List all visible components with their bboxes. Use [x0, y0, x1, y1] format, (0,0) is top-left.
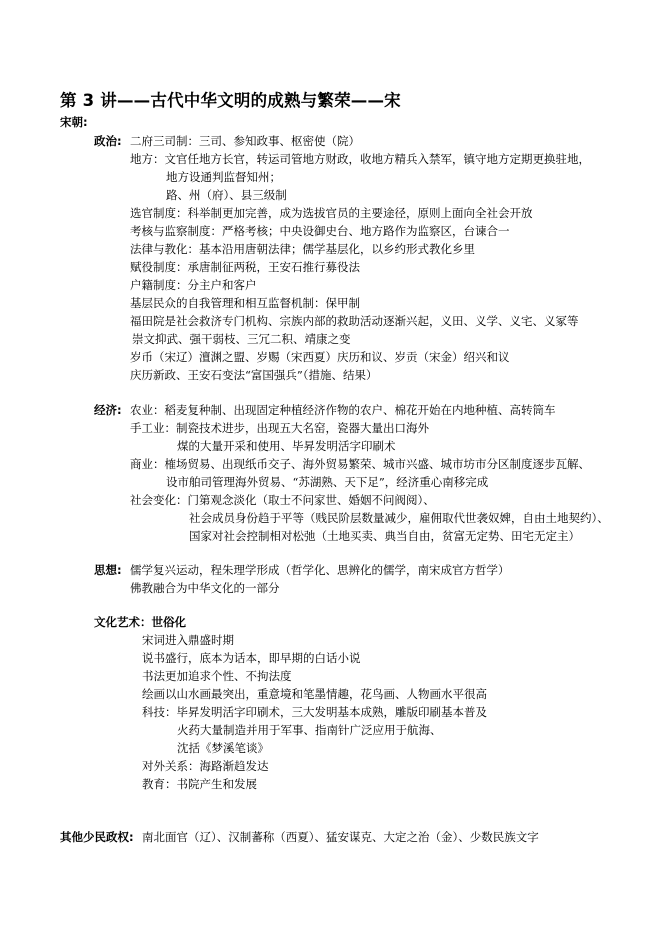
economy-label: 经济: — [94, 403, 122, 417]
minorities-text: 南北面官（辽）、汉制蕃称（西夏）、猛安谋克、大定之治（金）、少数民族文字 — [142, 830, 539, 844]
economy-line: 煤的大量开采和使用、毕昇发明活字印刷术 — [177, 439, 396, 453]
culture-line: 书法更加追求个性、不拘法度 — [142, 669, 292, 683]
politics-line: 崇文抑武、强干弱枝、三冗二积、靖康之变 — [132, 332, 351, 346]
economy-line: 设市舶司管理海外贸易、“苏湖熟、天下足”，经济重心南移完成 — [166, 475, 489, 489]
politics-line: 福田院是社会救济专门机构、宗族内部的救助活动逐渐兴起，义田、义学、义宅、义冢等 — [130, 314, 579, 328]
politics-line: 岁币（宋辽）澶渊之盟、岁赐（宋西夏）庆历和议、岁贡（宋金）绍兴和议 — [130, 350, 510, 364]
culture-line: 宋词进入鼎盛时期 — [142, 633, 234, 647]
economy-line: 国家对社会控制相对松弛（土地买卖、典当自由，贫富无定势、田宅无定主） — [189, 529, 580, 543]
culture-line: 教育：书院产生和发展 — [142, 777, 257, 791]
thought-line: 儒学复兴运动，程朱理学形成（哲学化、思辨化的儒学，南宋成官方哲学） — [130, 563, 510, 577]
culture-label: 文化艺术：世俗化 — [94, 615, 186, 629]
politics-line: 地方设通判监督知州； — [166, 170, 281, 184]
culture-line: 沈括《梦溪笔谈》 — [177, 741, 269, 755]
politics-label: 政治: — [94, 134, 122, 148]
thought-line: 佛教融合为中华文化的一部分 — [130, 581, 280, 595]
politics-line: 户籍制度：分主户和客户 — [130, 278, 257, 292]
culture-line: 火药大量制造并用于军事、指南针广泛应用于航海、 — [177, 723, 442, 737]
politics-line: 路、州（府）、县三级制 — [166, 188, 287, 202]
culture-line: 说书盛行，底本为话本，即早期的白话小说 — [142, 651, 361, 665]
page-title: 第 3 讲——古代中华文明的成熟与繁荣——宋 — [60, 91, 401, 110]
economy-line: 手工业：制瓷技术进步，出现五大名窑，瓷器大量出口海外 — [130, 421, 429, 435]
economy-line: 农业：稻麦复种制、出现固定种植经济作物的农户、棉花开始在内地种植、高转筒车 — [130, 403, 556, 417]
thought-label: 思想: — [94, 563, 122, 577]
section-heading-song: 宋朝: — [60, 115, 88, 129]
politics-line: 赋役制度：承唐制征两税，王安石推行募役法 — [130, 260, 360, 274]
economy-line: 商业：榷场贸易、出现纸币交子、海外贸易繁荣、城市兴盛、城市坊市分区制度逐步瓦解、 — [130, 457, 590, 471]
economy-line: 社会变化：门第观念淡化（取士不问家世、婚姻不问阀阅）、 — [130, 493, 435, 507]
culture-line: 对外关系：海路渐趋发达 — [142, 759, 269, 773]
economy-line: 社会成员身份趋于平等（贱民阶层数量减少，雇佣取代世袭奴婢，自由土地契约）、 — [189, 511, 609, 525]
politics-line: 考核与监察制度：严格考核；中央设御史台、地方路作为监察区，台谏合一 — [130, 224, 510, 238]
politics-line: 地方：文官任地方长官，转运司管地方财政，收地方精兵入禁军，镇守地方定期更换驻地， — [130, 152, 590, 166]
politics-line: 庆历新政、王安石变法“富国强兵”（措施、结果） — [130, 368, 378, 382]
politics-line: 选官制度：科举制更加完善，成为选拔官员的主要途径，原则上面向全社会开放 — [130, 206, 533, 220]
culture-line: 科技：毕昇发明活字印刷术，三大发明基本成熟，雕版印刷基本普及 — [142, 705, 487, 719]
culture-line: 绘画以山水画最突出，重意境和笔墨情趣，花鸟画、人物画水平很高 — [142, 687, 487, 701]
politics-line: 法律与教化：基本沿用唐朝法律；儒学基层化，以乡约形式教化乡里 — [130, 242, 475, 256]
politics-line: 基层民众的自我管理和相互监督机制：保甲制 — [130, 296, 360, 310]
politics-line: 二府三司制：三司、参知政事、枢密使（院） — [130, 134, 360, 148]
minorities-label: 其他少民政权: — [60, 830, 134, 844]
